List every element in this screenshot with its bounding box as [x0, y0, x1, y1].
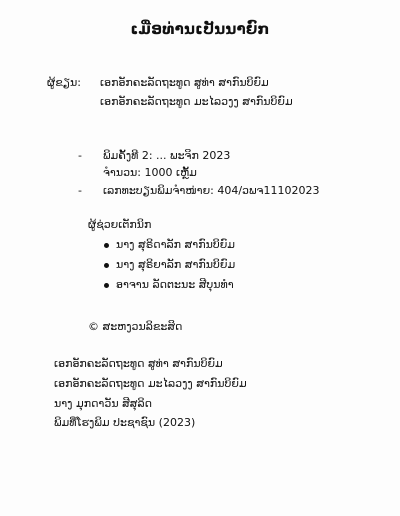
bullet-icon: [104, 263, 109, 268]
bullet-icon: [104, 243, 109, 248]
author-name: ເອກອັກຄະລັດຖະທູດ ສູທ່າ ສາກົນບິຍົມ: [100, 76, 269, 89]
credit-line: ເອກອັກຄະລັດຖະທູດ ມະໄລວງງ ສາກົນບິຍົມ: [54, 377, 247, 390]
authors-label: ຜູ້ຂຽນ:: [47, 76, 81, 89]
bullet-icon: [104, 283, 109, 288]
list-dash: -: [78, 149, 82, 162]
copyright-notice: © ສະຫງວນລິຂະສິດ: [88, 320, 183, 333]
credit-line: ພິມທີ່ໂຮງພິມ ປະຊາຊົນ (2023): [54, 416, 196, 429]
permit-line: ເລກທະບຽນພິມຈຳໜ່າຍ: 404/ວພຈ11102023: [103, 184, 320, 197]
contributor-name: ນາງ ສຸຣິຍາລັກ ສາກົນບິຍົມ: [116, 258, 236, 271]
copies-line: ຈຳນວນ: 1000 ເຫຼັ້ມ: [103, 166, 197, 179]
author-name: ເອກອັກຄະລັດຖະທູດ ມະໄລວງງ ສາກົນບິຍົມ: [100, 95, 293, 108]
edition-line: ພິມຄັ້ງທີ 2: ... ພະຈິກ 2023: [103, 149, 231, 162]
contributors-label: ຜູ້ຊ່ວຍເຕັກນິກ: [88, 218, 152, 231]
list-dash: -: [78, 184, 82, 197]
contributor-name: ນາງ ສຸຣິດາລັກ ສາກົນບິຍົມ: [116, 238, 235, 251]
document-title: ເມື່ອທ່ານເປັນນາຍົກ: [130, 20, 270, 38]
credit-line: ນາງ ມຸກດາວັນ ສີສຸລິດ: [54, 397, 153, 410]
credit-line: ເອກອັກຄະລັດຖະທູດ ສູທ່າ ສາກົນບິຍົມ: [54, 357, 223, 370]
contributor-name: ອາຈານ ລັດຕະນະ ສີບຸນທຳ: [116, 278, 234, 291]
